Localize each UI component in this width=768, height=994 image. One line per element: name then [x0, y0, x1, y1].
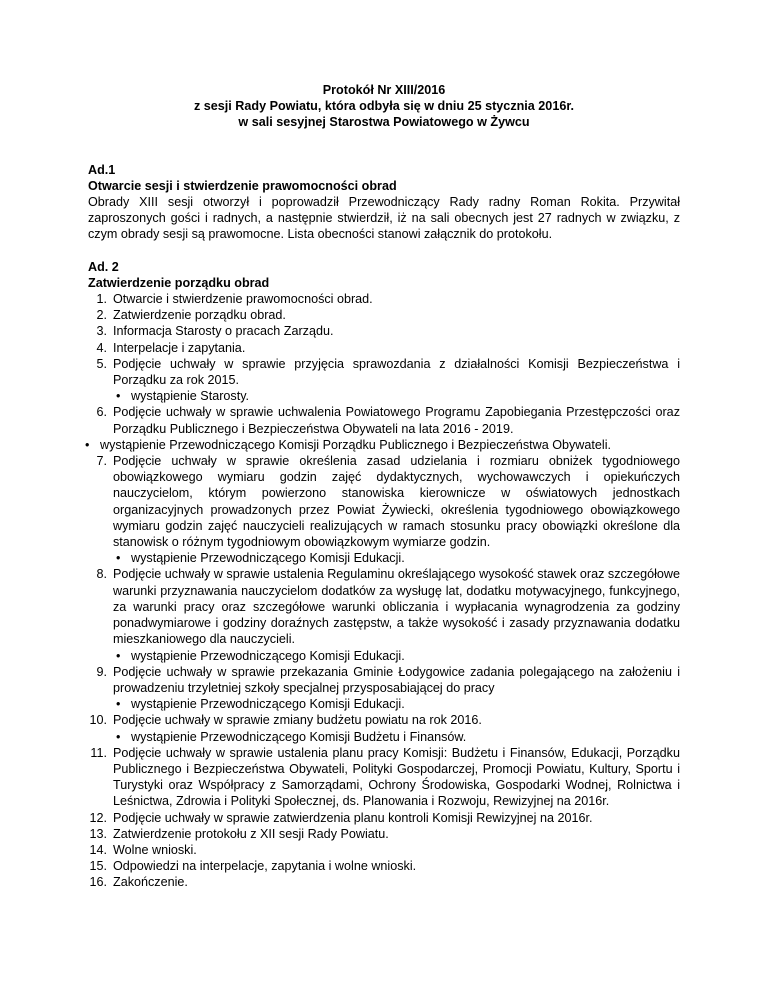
agenda-item-text: Informacja Starosty o pracach Zarządu. — [113, 324, 334, 339]
agenda-subitem — [88, 648, 680, 664]
agenda-item-number: 13. — [89, 826, 107, 841]
bullet-icon: • — [116, 389, 121, 404]
protocol-number: Protokół Nr XIII/2016 — [322, 83, 446, 97]
bullet-icon: • — [85, 437, 90, 452]
agenda-item-text: Otwarcie i stwierdzenie prawomocności obrad. — [113, 292, 373, 307]
agenda-item — [88, 307, 680, 323]
agenda-item-text: Podjęcie uchwały w sprawie ustalenia planu pracy Komisji: Budżetu i Finansów, Edukacji, Porządku Publicznego i Bezpieczeństwa Obywateli, Polityki Gospodarczej, Promocji Powiatu, Kultury, Sportu i Turystyki oraz Współpracy z Samorządami, Ochrony Środowiska, Gospodarki Wodnej, Rolnictwa i Leśnictwa, Zdrowia i Polityki Społecznej, ds. Planowania i Rozwoju, Rewizyjnej na 2016r. — [113, 745, 680, 809]
agenda-item-number: 5. — [96, 356, 107, 371]
agenda-subitem-text: wystąpienie Przewodniczącego Komisji Edukacji. — [131, 648, 405, 663]
agenda-item-number: 16. — [89, 875, 107, 890]
agenda-subitem — [88, 550, 680, 566]
agenda-item-number: 14. — [89, 842, 107, 857]
agenda-item-number: 15. — [89, 859, 107, 874]
section-ad2 — [85, 259, 680, 891]
agenda-item-number: 3. — [96, 324, 107, 339]
ad2-title: Zatwierdzenie porządku obrad — [88, 275, 270, 290]
agenda-item — [88, 453, 680, 550]
agenda-item — [88, 356, 680, 388]
agenda-subitem-text: wystąpienie Starosty. — [131, 389, 250, 404]
agenda-item-number: 8. — [96, 567, 107, 582]
session-date: z sesji Rady Powiatu, która odbyła się w dniu 25 stycznia 2016r. — [193, 99, 575, 114]
agenda-list — [85, 291, 680, 891]
agenda-item — [88, 842, 680, 858]
agenda-subitem — [88, 388, 680, 404]
session-location: w sali sesyjnej Starostwa Powiatowego w Żywcu — [238, 115, 530, 130]
agenda-item-number: 1. — [96, 292, 107, 307]
agenda-item — [88, 858, 680, 874]
agenda-item — [88, 745, 680, 810]
agenda-subitem — [88, 729, 680, 745]
agenda-item-number: 7. — [96, 454, 107, 469]
agenda-item-text: Podjęcie uchwały w sprawie przyjęcia sprawozdania z działalności Komisji Bezpieczeństwa i Porządku za rok 2015. — [113, 356, 680, 388]
bullet-icon: • — [116, 551, 121, 566]
agenda-item-text: Zatwierdzenie protokołu z XII sesji Rady Powiatu. — [113, 826, 389, 841]
ad2-label: Ad. 2 — [88, 259, 119, 274]
agenda-item — [88, 664, 680, 696]
agenda-subitem-text: wystąpienie Przewodniczącego Komisji Edukacji. — [131, 551, 405, 566]
agenda-item — [88, 291, 680, 307]
agenda-item-number: 4. — [96, 340, 107, 355]
agenda-item-text: Wolne wnioski. — [113, 842, 197, 857]
agenda-subitem — [88, 696, 680, 712]
agenda-subitem — [81, 437, 680, 453]
agenda-item — [88, 404, 680, 436]
ad1-body: Obrady XIII sesji otworzył i poprowadził Przewodniczący Rady radny Roman Rokita. Przywitał zaproszonych gości i radnych, a następnie stwierdził, iż na sali obecnych jest 27 radnych w związku, z czym obrady sesji są prawomocne. Lista obecności stanowi załącznik do protokołu. — [88, 195, 680, 242]
agenda-item-number: 2. — [96, 308, 107, 323]
agenda-item-text: Zatwierdzenie porządku obrad. — [113, 308, 286, 323]
agenda-item — [88, 810, 680, 826]
agenda-item — [88, 826, 680, 842]
agenda-subitem-text: wystąpienie Przewodniczącego Komisji Budżetu i Finansów. — [131, 729, 467, 744]
agenda-item — [88, 566, 680, 647]
agenda-item-text: Interpelacje i zapytania. — [113, 340, 246, 355]
agenda-item — [88, 712, 680, 728]
ad1-label: Ad.1 — [88, 162, 116, 177]
agenda-item-number: 11. — [90, 745, 107, 760]
bullet-icon: • — [116, 648, 121, 663]
agenda-item — [88, 874, 680, 890]
agenda-item-number: 6. — [96, 405, 107, 420]
agenda-item-number: 10. — [89, 713, 107, 728]
document-header — [88, 82, 680, 131]
ad1-title: Otwarcie sesji i stwierdzenie prawomocności obrad — [88, 178, 397, 193]
agenda-item-text: Podjęcie uchwały w sprawie przekazania Gminie Łodygowice zadania polegającego na założeniu i prowadzeniu trzyletniej szkoły specjalnej przysposabiającej do pracy — [113, 664, 680, 695]
agenda-item-text: Podjęcie uchwały w sprawie zatwierdzenia planu kontroli Komisji Rewizyjnej na 2016r. — [113, 810, 593, 825]
agenda-item-number: 9. — [96, 664, 107, 679]
bullet-icon: • — [116, 729, 121, 744]
agenda-item-text: Podjęcie uchwały w sprawie zmiany budżetu powiatu na rok 2016. — [113, 713, 482, 728]
section-ad1 — [88, 162, 680, 243]
agenda-item-number: 12. — [89, 810, 107, 825]
bullet-icon: • — [116, 697, 121, 712]
agenda-subitem-text: wystąpienie Przewodniczącego Komisji Edukacji. — [131, 697, 405, 712]
agenda-subitem-text: wystąpienie Przewodniczącego Komisji Porządku Publicznego i Bezpieczeństwa Obywateli. — [100, 437, 611, 452]
agenda-item-text: Podjęcie uchwały w sprawie ustalenia Regulaminu określającego wysokość stawek oraz szczegółowe warunki przyznawania nauczycielom dodatków za wysługę lat, dodatku motywacyjnego, funkcyjnego, za warunki pracy oraz szczegółowe warunki obliczania i wypłacania wynagrodzenia za godziny ponadwymiarowe i godziny doraźnych zastępstw, a także wysokość i zasady przyznawania dodatku mieszkaniowego dla nauczycieli. — [113, 567, 680, 647]
agenda-item-text: Podjęcie uchwały w sprawie uchwalenia Powiatowego Programu Zapobiegania Przestępczości oraz Porządku Publicznego i Bezpieczeństwa Obywateli na lata 2016 - 2019. — [113, 405, 680, 436]
agenda-item — [88, 323, 680, 339]
agenda-item — [88, 340, 680, 356]
agenda-item-text: Zakończenie. — [113, 875, 188, 890]
agenda-item-text: Podjęcie uchwały w sprawie określenia zasad udzielania i rozmiaru obniżek tygodniowego obowiązkowego wymiaru godzin zajęć dydaktycznych, wychowawczych i opiekuńczych nauczycielom, którym powierzono stanowiska kierownicze w oświatowych jednostkach organizacyjnych prowadzonych przez Powiat Żywiecki, określenia tygodniowego obowiązkowego wymiaru godzin zajęć nauczycieli realizujących w ramach stosunku pracy obowiązki określone dla stanowisk o różnym tygodniowym obowiązkowym wymiarze godzin. — [113, 454, 680, 550]
agenda-item-text: Odpowiedzi na interpelacje, zapytania i wolne wnioski. — [113, 859, 417, 874]
